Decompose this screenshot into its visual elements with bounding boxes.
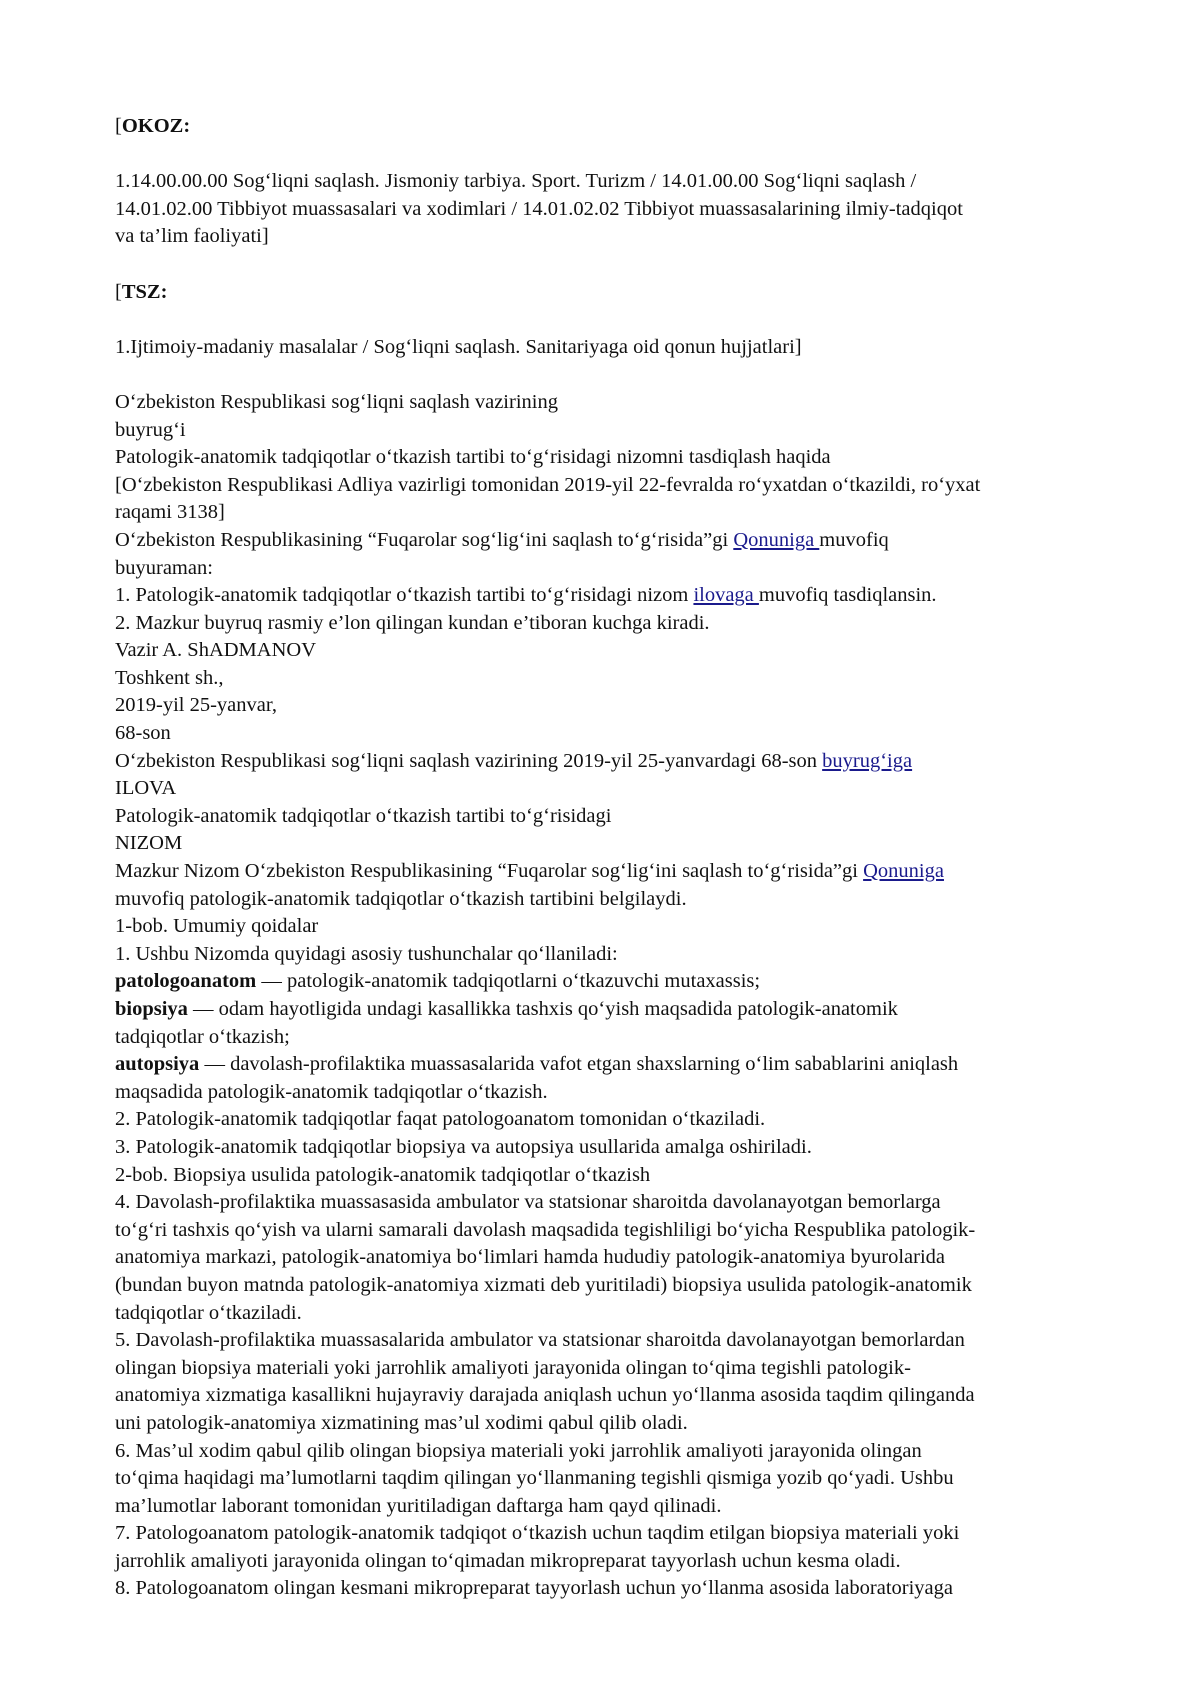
document-page — [115, 113, 1135, 1603]
annex-title: NIZOM — [115, 832, 183, 855]
clause-4-line: tadqiqotlar o‘tkaziladi. — [115, 1301, 302, 1324]
order-basis-text: O‘zbekiston Respublikasining “Fuqarolar sog‘lig‘ini saqlash to‘g‘risida”gi — [115, 528, 734, 551]
term-biopsiya — [115, 996, 1135, 1024]
clause-7-line: 7. Patologoanatom patologik-anatomik tadqiqot o‘tkazish uchun taqdim etilgan biopsiya materiali yoki — [115, 1522, 960, 1545]
clause-4-line: 4. Davolash-profilaktika muassasasida ambulator va statsionar sharoitda davolanayotgan bemorlarga — [115, 1191, 941, 1214]
order-title: Patologik-anatomik tadqiqotlar o‘tkazish tartibi to‘g‘risidagi nizomni tasdiqlash haqida — [115, 446, 831, 469]
order-item-2: 2. Mazkur buyruq rasmiy e’lon qilingan kundan e’tiboran kuchga kiradi. — [115, 611, 710, 634]
clause-5-line: olingan biopsiya materiali yoki jarrohlik amaliyoti jarayonida olingan to‘qima tegishli patologik- — [115, 1356, 911, 1379]
okoz-line-1: 1.14.00.00.00 Sog‘liqni saqlash. Jismoniy tarbiya. Sport. Turizm / 14.01.00.00 Sog‘liqni saqlash / — [115, 170, 917, 193]
clause-3: 3. Patologik-anatomik tadqiqotlar biopsiya va autopsiya usullarida amalga oshiriladi. — [115, 1135, 812, 1158]
annex-reference-text: O‘zbekiston Respublikasi sog‘liqni saqlash vazirining 2019-yil 25-yanvardagi 68-son — [115, 749, 823, 772]
order-number: 68-son — [115, 722, 171, 745]
term-biopsiya-cont: tadqiqotlar o‘tkazish; — [115, 1025, 290, 1048]
annex-reference — [115, 748, 1135, 776]
order-item-1 — [115, 582, 1135, 610]
order-doc-type: buyrug‘i — [115, 418, 186, 441]
clause-4-line: (bundan buyon matnda patologik-anatomiya xizmati deb yuritiladi) biopsiya usulida patologik-anatomik — [115, 1273, 972, 1296]
clause-6-line: to‘qima haqidagi ma’lumotlarni taqdim qilingan yo‘llanmaning tegishli qismiga yozib qo‘yadi. Ushbu — [115, 1467, 954, 1490]
annex-subtitle: Patologik-anatomik tadqiqotlar o‘tkazish tartibi to‘g‘risidagi — [115, 804, 612, 827]
term-patologoanatom — [115, 968, 1135, 996]
term-name: patologoanatom — [115, 970, 257, 993]
okoz-label: OKOZ: — [121, 115, 191, 137]
clause-8 — [115, 1575, 1135, 1603]
okoz-line-2: 14.01.02.00 Tibbiyot muassasalari va xodimlari / 14.01.02.02 Tibbiyot muassasalarining ilmiy-tadqiqot — [115, 197, 963, 220]
order-basis-tail: muvofiq — [819, 528, 889, 551]
clause-1: 1. Ushbu Nizomda quyidagi asosiy tushunchalar qo‘llaniladi: — [115, 942, 618, 965]
order-registration-1: [O‘zbekiston Respublikasi Adliya vazirligi tomonidan 2019-yil 22-fevralda ro‘yxatdan o‘tkazildi, ro‘yxat — [115, 473, 981, 496]
clause-4 — [115, 1189, 1135, 1327]
order-item-1-tail: muvofiq tasdiqlansin. — [758, 584, 937, 607]
order-decree: buyuraman: — [115, 556, 213, 579]
clause-4-line: to‘g‘ri tashxis qo‘yish va ularni samarali davolash maqsadida tegishliligi bo‘yicha Respublika patologik- — [115, 1218, 976, 1241]
order-date: 2019-yil 25-yanvar, — [115, 694, 277, 717]
tsz-heading — [115, 279, 1135, 307]
clause-5-line: anatomiya xizmatiga kasallikni hujayraviy darajada aniqlash uchun yo‘llanma asosida taqdim qilinganda — [115, 1384, 975, 1407]
term-name: biopsiya — [115, 998, 188, 1020]
clause-6 — [115, 1438, 1135, 1521]
order-registration-2: raqami 3138] — [115, 501, 225, 524]
law-link[interactable]: Qonuniga — [733, 528, 820, 551]
term-definition: — patologik-anatomik tadqiqotlarni o‘tkazuvchi mutaxassis; — [256, 970, 761, 993]
order-city: Toshkent sh., — [115, 666, 224, 689]
annex-link[interactable]: ilovaga — [693, 584, 759, 607]
clause-8-line: 8. Patologoanatom olingan kesmani mikropreparat tayyorlash uchun yo‘llanma asosida laboratoriyaga — [115, 1577, 953, 1600]
clause-5-line: 5. Davolash-profilaktika muassasalarida ambulator va statsionar sharoitda davolanayotgan bemorlardan — [115, 1329, 965, 1352]
clause-2: 2. Patologik-anatomik tadqiqotlar faqat patologoanatom tomonidan o‘tkaziladi. — [115, 1108, 766, 1131]
term-autopsiya — [115, 1051, 1135, 1079]
tsz-classification: 1.Ijtimoiy-madaniy masalalar / Sog‘liqni saqlash. Sanitariyaga oid qonun hujjatlari] — [115, 335, 802, 358]
order-issuer: O‘zbekiston Respublikasi sog‘liqni saqlash vazirining — [115, 390, 558, 413]
order-signer: Vazir A. ShADMANOV — [115, 639, 317, 662]
bracket-open: [ — [115, 115, 122, 137]
order-link[interactable]: buyrug‘iga — [822, 749, 913, 772]
annex-intro-text: Mazkur Nizom O‘zbekiston Respublikasining “Fuqarolar sog‘lig‘ini saqlash to‘g‘risida”gi — [115, 860, 864, 883]
term-autopsiya-cont: maqsadida patologik-anatomik tadqiqotlar o‘tkazish. — [115, 1080, 548, 1103]
chapter-1-heading: 1-bob. Umumiy qoidalar — [115, 915, 319, 938]
law-link-2[interactable]: Qonuniga — [863, 860, 944, 883]
annex-label: ILOVA — [115, 777, 177, 800]
clause-6-line: ma’lumotlar laborant tomonidan yuritiladigan daftarga ham qayd qilinadi. — [115, 1494, 722, 1517]
clause-6-line: 6. Mas’ul xodim qabul qilib olingan biopsiya materiali yoki jarrohlik amaliyoti jarayonida olingan — [115, 1439, 922, 1462]
annex-intro-1 — [115, 858, 1135, 886]
order-item-1-text: 1. Patologik-anatomik tadqiqotlar o‘tkazish tartibi to‘g‘risidagi nizom — [115, 584, 694, 607]
okoz-classification — [115, 168, 1135, 251]
okoz-line-3: va ta’lim faoliyati] — [115, 225, 269, 248]
term-definition: — davolash-profilaktika muassasalarida vafot etgan shaxslarning o‘lim sabablarini aniqlash — [199, 1053, 959, 1076]
annex-intro-2: muvofiq patologik-anatomik tadqiqotlar o‘tkazish tartibini belgilaydi. — [115, 887, 687, 910]
clause-7-line: jarrohlik amaliyoti jarayonida olingan to‘qimadan mikropreparat tayyorlash uchun kesma oladi. — [115, 1549, 901, 1572]
clause-5 — [115, 1327, 1135, 1437]
chapter-2-heading: 2-bob. Biopsiya usulida patologik-anatomik tadqiqotlar o‘tkazish — [115, 1163, 651, 1186]
clause-7 — [115, 1520, 1135, 1575]
clause-5-line: uni patologik-anatomiya xizmatining mas’ul xodimi qabul qilib oladi. — [115, 1411, 688, 1434]
okoz-heading — [115, 113, 1135, 141]
bracket-open: [ — [115, 280, 122, 303]
tsz-label: TSZ: — [121, 280, 168, 303]
term-definition: — odam hayotligida undagi kasallikka tashxis qo‘yish maqsadida patologik-anatomik — [187, 998, 898, 1020]
order-basis — [115, 527, 1135, 555]
term-name: autopsiya — [115, 1053, 200, 1076]
clause-4-line: anatomiya markazi, patologik-anatomiya bo‘limlari hamda hududiy patologik-anatomiya byurolarida — [115, 1246, 945, 1269]
